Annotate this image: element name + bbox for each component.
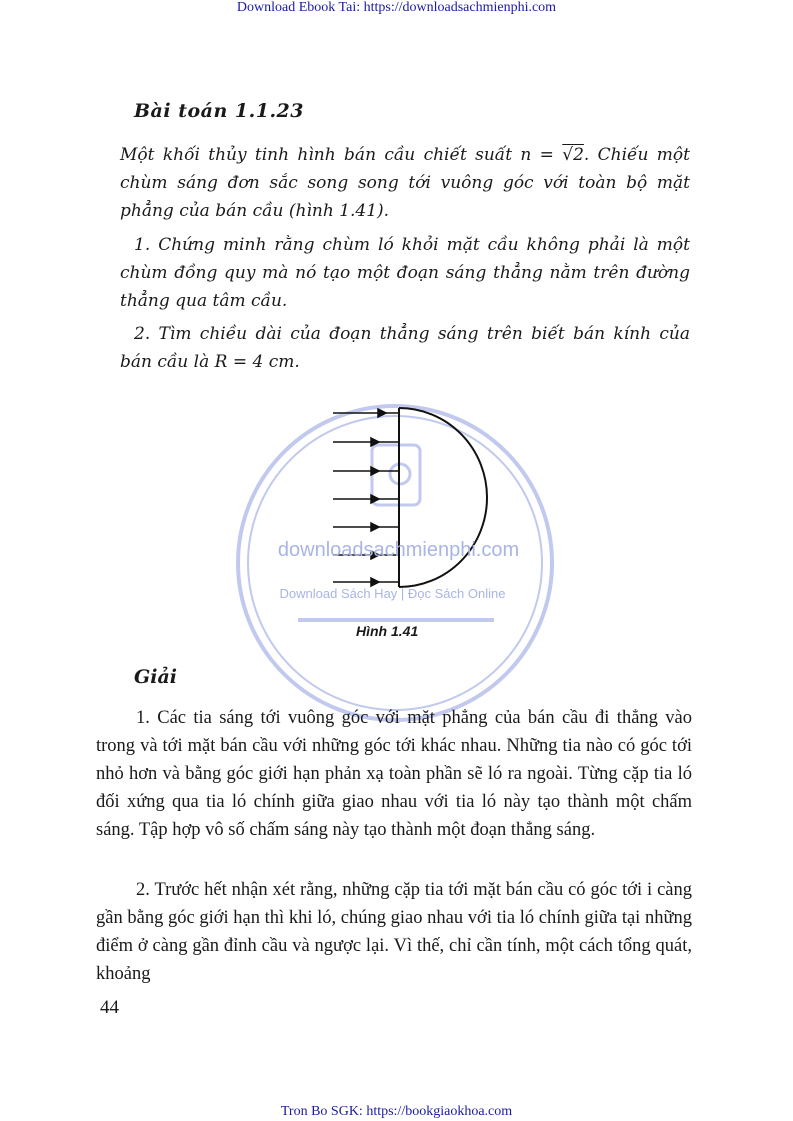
watermark-subtext: Download Sách Hay | Đọc Sách Online [279, 586, 506, 601]
problem-paragraph-1: Một khối thủy tinh hình bán cầu chiết suất n = √2. Chiếu một chùm sáng đơn sắc song song tới vuông góc với toàn bộ mặt phẳng của bán cầu (hình 1.41). [120, 145, 690, 221]
figure-caption: Hình 1.41 [356, 623, 419, 639]
watermark-text: downloadsachmienphi.com [277, 539, 520, 561]
problem-title: Bài toán 1.1.23 [134, 100, 305, 122]
footer-link[interactable]: Tron Bo SGK: https://bookgiaokhoa.com [280, 1104, 513, 1119]
problem-paragraph-2: 1. Chứng minh rằng chùm ló khỏi mặt cầu không phải là một chùm đồng quy mà nó tạo một đoạn sáng thẳng nằm trên đường thẳng qua tâm cầu. [120, 235, 690, 311]
solution-paragraph-2: 2. Trước hết nhận xét rằng, những cặp tia tới mặt bán cầu có góc tới i càng gần bằng góc giới hạn thì khi ló, chúng giao nhau với tia ló chính giữa tại những điểm ở càng gần đỉnh cầu và ngược lại. Vì thế, chỉ cần tính, một cách tổng quát, khoảng [96, 880, 692, 984]
download-header-link[interactable]: Download Ebook Tai: https://downloadsachmienphi.com [236, 0, 557, 15]
solution-title: Giải [134, 666, 177, 688]
watermark-logo [238, 406, 552, 720]
page-number: 44 [100, 997, 119, 1018]
problem-paragraph-3: 2. Tìm chiều dài của đoạn thẳng sáng trên biết bán kính của bán cầu là R = 4 cm. [120, 324, 690, 372]
solution-paragraph-1: 1. Các tia sáng tới vuông góc với mặt phẳng của bán cầu đi thẳng vào trong và tới mặt bán cầu với những góc tới khác nhau. Những tia nào có góc tới nhỏ hơn và bằng góc giới hạn phản xạ toàn phần sẽ ló ra ngoài. Từng cặp tia ló đối xứng qua tia ló chính giữa giao nhau với tia ló này tạo thành một chấm sáng. Tập hợp vô số chấm sáng này tạo thành một đoạn thẳng sáng. [96, 708, 692, 840]
